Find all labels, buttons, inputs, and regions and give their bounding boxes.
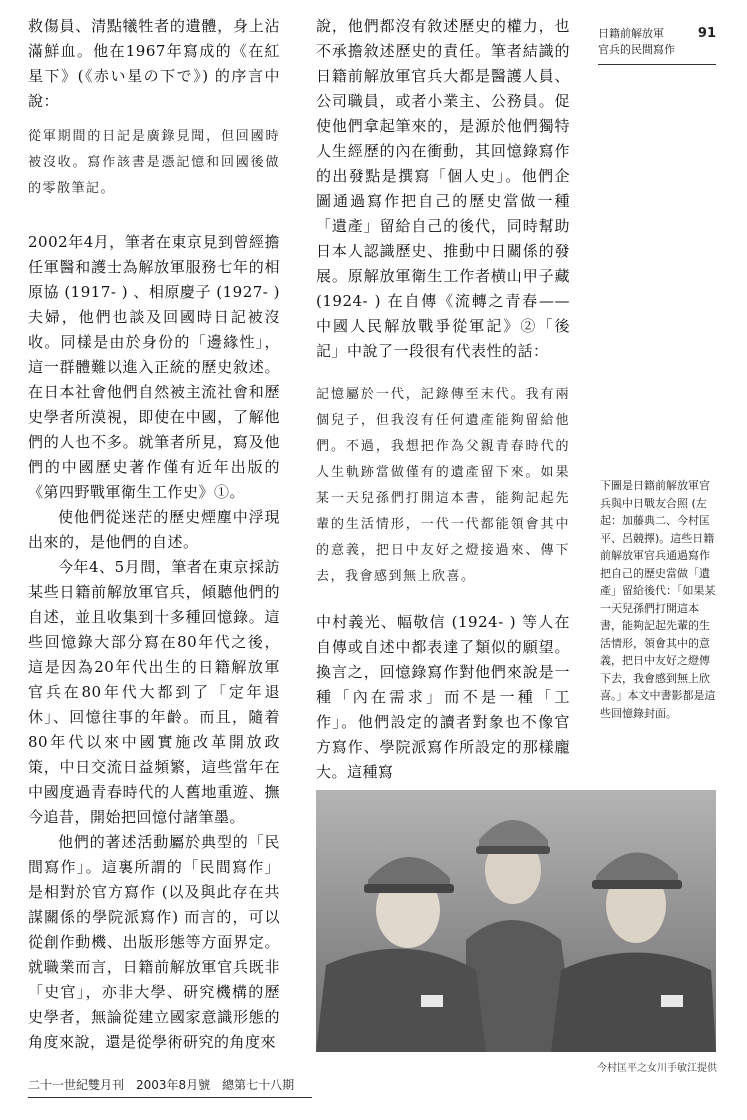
text-column-right [316,14,570,785]
photo-caption: 下圖是日籍前解放軍官兵與中日戰友合照 (左起：加藤典二、今村匡平、呂競擇)。這些日籍前解放軍官兵通過寫作把自己的歷史當做「遺產」留給後代：「如果某一天兒孫們打開這本書，能夠記起先輩的生活情形，領會其中的意義，把日中友好之燈傳下去，我會感到無上欣喜。」本文中書影都是這些回憶錄封面。 [600,479,716,720]
paragraph: 救傷員、清點犧牲者的遺體，身上沾滿鮮血。他在1967年寫成的《在紅星下》(《赤い星の下で》) 的序言中說： [28,17,280,110]
running-head [598,26,716,65]
paragraph: 說，他們都沒有敘述歷史的權力，也不承擔敘述歷史的責任。筆者結識的日籍前解放軍官兵大都是醫護人員、公司職員，或者小業主、公務員。促使他們拿起筆來的，是源於他們獨特人生經歷的內在衝動，其回憶錄寫作的出發點是撰寫「個人史」。他們企圖通過寫作把自己的歷史當做一種「遺產」留給自己的後代，同時幫助日本人認識歷史、推動中日關係的發展。原解放軍衛生工作者横山甲子藏 (1924- ) 在自傳《流轉之青春——中國人民解放戰爭從軍記》②「後記」中說了一段很有代表性的話： [316,17,570,360]
block-quote: 記憶屬於一代，記錄傳至末代。我有兩個兒子，但我沒有任何遺產能夠留給他們。不過，我想把作為父親青春時代的人生軌跡當做僅有的遺產留下來。如果某一天兒孫們打開這本書，能夠記起先輩的生活情形，一代一代都能領會其中的意義，把日中友好之燈接過來、傳下去，我會感到無上欣喜。 [316,387,570,584]
block-quote: 從軍期間的日記是廣錄見聞，但回國時被沒收。寫作該書是憑記憶和回國後做的零散筆記。 [28,129,280,196]
running-head-line2: 官兵的民間寫作 [598,43,675,56]
paragraph: 今年4、5月間，筆者在東京採訪某些日籍前解放軍官兵，傾聽他們的自述，並且收集到十多種回憶錄。這些回憶錄大部分寫在80年代之後，這是因為20年代出生的日籍解放軍官兵在80年代大都到了「定年退休」、回憶往事的年齡。而且，隨着80年代以來中國實施改革開放政策，中日交流日益頻繁，這些當年在中國度過青春時代的人舊地重遊、撫今追昔，開始把回憶付諸筆墨。 [28,558,280,826]
paragraph: 2002年4月，筆者在東京見到曾經擔任軍醫和護士為解放軍服務七年的相原協 (1917- ) 、相原慶子 (1927- ) 夫婦，他們也談及回國時日記被沒收。同樣是由於身份的「邊緣性」，這一群體難以進入正統的歷史敘述。在日本社會他們自然被主流社會和歷史學者所漠視，即使在中國，了解他們的人也不多。就筆者所見，寫及他們的中國歷史著作僅有近年出版的《第四野戰軍衛生工作史》①。 [28,233,280,501]
group-photo [316,790,716,1052]
paragraph: 使他們從迷茫的歷史煙塵中浮現出來的，是他們的自述。 [28,508,280,551]
running-head-line1: 日籍前解放軍 [598,27,664,40]
photo-image [316,790,716,1052]
photo-credit: 今村匡平之女川手敏江提供 [597,1063,717,1074]
paragraph: 他們的著述活動屬於典型的「民間寫作」。這裏所謂的「民間寫作」是相對於官方寫作 (以及與此存在共謀關係的學院派寫作) 而言的，可以從創作動機、出版形態等方面界定。就職業而言，日籍前解放軍官兵既非「史官」，亦非大學、研究機構的歷史學者，無論從建立國家意識形態的角度來說，還是從學術研究的角度來 [28,833,280,1051]
text-column-left [28,14,280,1055]
page-number: 91 [697,26,716,41]
journal-footer: 二十一世紀雙月刊 2003年8月號 總第七十八期 [28,1076,312,1098]
paragraph: 中村義光、幅敬信 (1924- ) 等人在自傳或自述中都表達了類似的願望。換言之，回憶錄寫作對他們來說是一種「內在需求」而不是一種「工作」。他們設定的讀者對象也不像官方寫作、學院派寫作所設定的那樣龐大。這種寫 [316,613,570,781]
